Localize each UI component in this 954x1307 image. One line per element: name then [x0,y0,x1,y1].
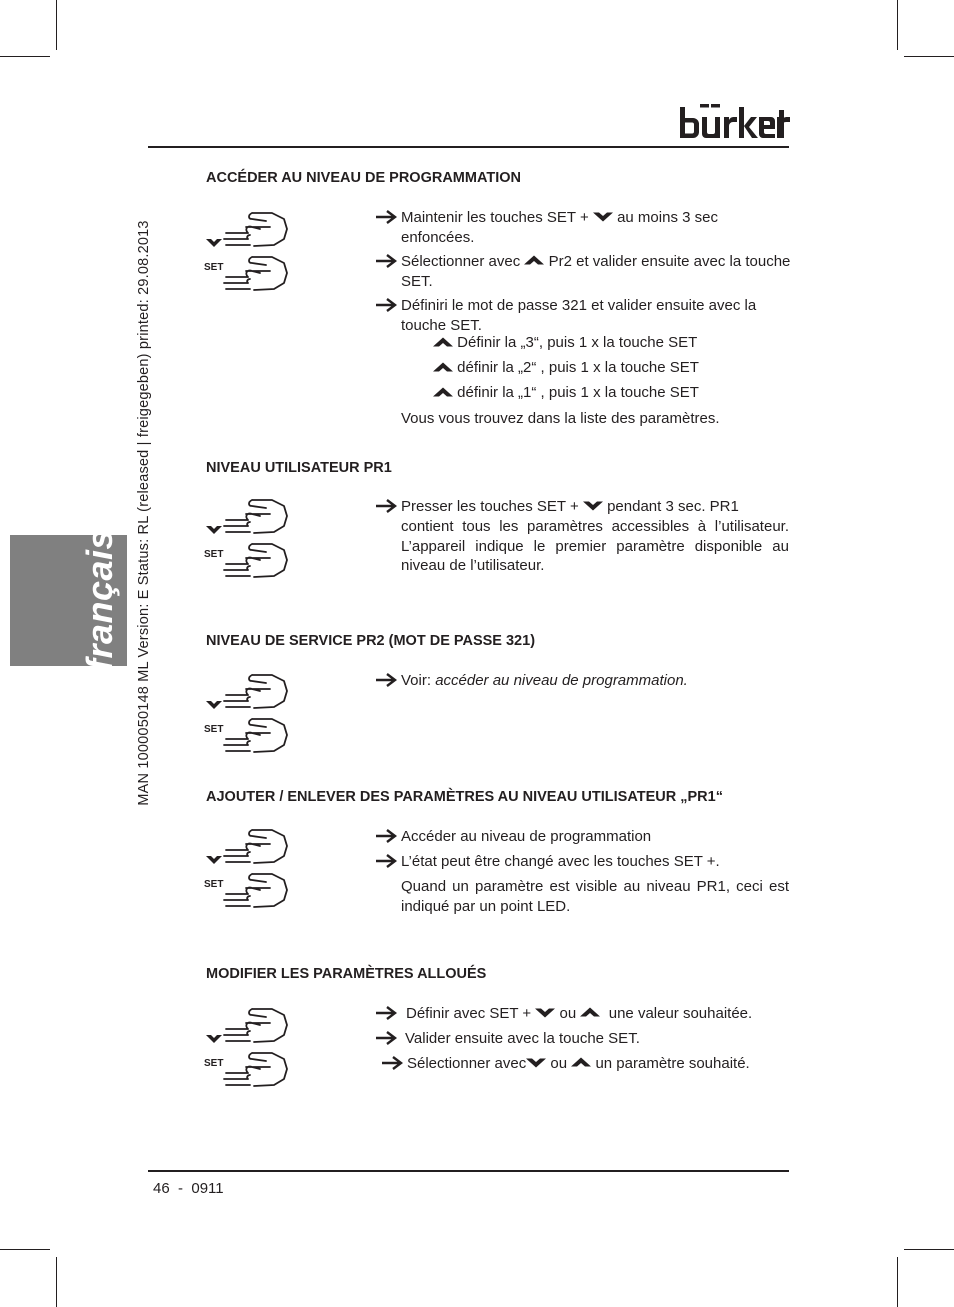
header-rule [148,146,789,148]
triangle-up-icon [580,1004,600,1024]
section-note: Vous vous trouvez dans la liste des paramètres. [401,410,720,427]
crop-mark [897,0,898,50]
sub-step: définir la „2“ , puis 1 x la touche SET [433,359,699,377]
arrow-right-icon [375,210,397,230]
burkert-logo [680,104,790,145]
arrow-right-icon [375,1031,397,1051]
arrow-right-icon [375,854,397,874]
svg-text:SET: SET [204,1058,224,1069]
section-heading: AJOUTER / ENLEVER DES PARAMÈTRES AU NIVEAU UTILISATEUR „PR1“ [206,789,723,805]
crop-mark [904,56,954,57]
svg-text:SET: SET [204,724,224,735]
triangle-down-icon [583,497,603,517]
hand-press-icon [204,671,290,764]
crop-mark [56,1257,57,1307]
arrow-right-icon [375,254,397,274]
sub-step: Définir la „3“, puis 1 x la touche SET [433,334,697,352]
section-heading: ACCÉDER AU NIVEAU DE PROGRAMMATION [206,170,521,186]
document-status-note: MAN 1000050148 ML Version: E Status: RL (released | freigegeben) printed: 29.08.2013 [136,220,152,806]
crop-mark [904,1249,954,1250]
arrow-right-icon [381,1056,403,1076]
crop-mark [897,1257,898,1307]
crop-mark [0,1249,50,1250]
arrow-right-icon [375,499,397,519]
arrow-right-icon [375,1006,397,1026]
page-number: 46 - 0911 [153,1180,224,1197]
triangle-down-icon [526,1054,546,1074]
triangle-up-icon [524,252,544,272]
arrow-right-icon [375,298,397,318]
arrow-right-icon [375,673,397,693]
crop-mark [56,0,57,50]
language-tab-label: français [79,528,120,672]
svg-text:SET: SET [204,549,224,560]
triangle-up-icon [433,335,453,352]
triangle-up-icon [433,385,453,402]
section-note: Quand un paramètre est visible au niveau PR1, ceci est indiqué par un point LED. [401,878,789,915]
step-continuation: contient tous les paramètres accessibles à l’utilisateur. L’appareil indique le premier paramètre disponible au niveau de l’utilisateur. [401,518,789,574]
svg-text:SET: SET [204,879,224,890]
arrow-right-icon [375,829,397,849]
hand-press-icon [204,1005,290,1098]
footer-rule [148,1170,789,1172]
triangle-up-icon [433,360,453,377]
svg-text:SET: SET [204,262,224,273]
section-heading: NIVEAU DE SERVICE PR2 (MOT DE PASSE 321) [206,633,536,649]
triangle-up-icon [571,1054,591,1074]
section-heading: MODIFIER LES PARAMÈTRES ALLOUÉS [206,966,487,982]
triangle-down-icon [593,208,613,228]
hand-press-icon [204,826,290,919]
crop-mark [0,56,50,57]
sub-step: définir la „1“ , puis 1 x la touche SET [433,384,699,402]
hand-press-icon [204,496,290,589]
triangle-down-icon [535,1004,555,1024]
section-heading: NIVEAU UTILISATEUR PR1 [206,460,392,476]
hand-press-icon [204,209,290,302]
